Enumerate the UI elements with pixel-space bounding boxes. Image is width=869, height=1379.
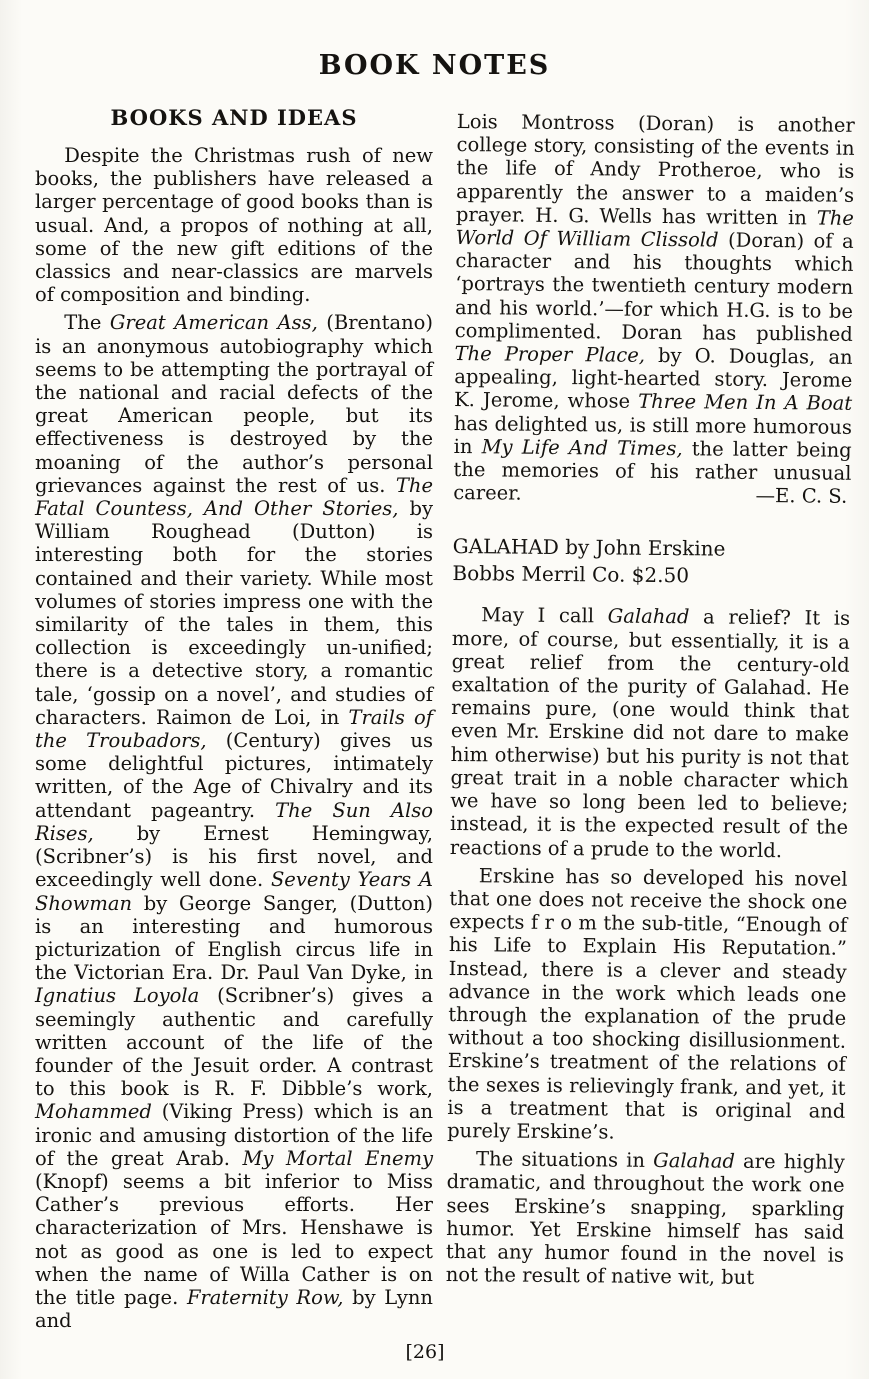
two-column-layout — [0, 103, 869, 1332]
review-heading — [452, 533, 851, 591]
review-publisher-line: Bobbs Merril Co. $2.50 — [452, 561, 690, 588]
left-column — [35, 103, 433, 1332]
books-and-ideas-continued-text — [453, 103, 855, 508]
right-column — [445, 103, 855, 1336]
page-title: BOOK NOTES — [318, 50, 551, 81]
section-heading-books-and-ideas: BOOKS AND IDEAS — [110, 105, 358, 130]
paragraph: Despite the Christmas rush of new books, the publishers have released a larger percentage of good books than is usual. And, a propos of nothing at all, some of the new gift editions of the classics and near-classics are marvels of composition and binding. — [35, 144, 433, 307]
galahad-review-text — [446, 596, 851, 1290]
page-number: [26] — [405, 1341, 445, 1363]
paragraph: Lois Montross (Doran) is another college story, consisting of the events in the life of Andy Protheroe, who is apparently the answer to a maiden’s prayer. H. G. Wells has written in The World Of William Clissold (Doran) of a character and his thoughts which ‘portrays the twentieth century modern and his world.’—for which H.G. is to be complimented. Doran has published The Proper Place, by O. Douglas, an appealing, light-hearted story. Jerome K. Jerome, whose Three Men In A Boat has delighted us, is still more humorous in My Life And Times, the latter being the memories of his rather unusual career. — [453, 109, 855, 505]
books-and-ideas-text — [35, 144, 433, 1332]
paragraph: Erskine has so developed his novel that one does not receive the shock one expects f r o m the sub-title, “Enough of his Life to Explain His Reputation.” Instead, there is a clever and steady advance in the work which leads one through the explanation of the prude without a too shocking disillusionment. Erskine’s treatment of the relations of the sexes is relievingly frank, and yet, it is a treatment that is original and purely Erskine’s. — [447, 863, 848, 1144]
paragraph: The situations in Galahad are highly dramatic, and throughout the work one sees Erskine’s snapping, sparkling humor. Yet Erskine himself has said that any humor found in the novel is not the result of native wit, but — [445, 1147, 845, 1290]
paragraph: The Great American Ass, (Brentano) is an anonymous autobiography which seems to be attempting the portrayal of the national and racial defects of the great American people, but its effectiveness is destroyed by the moaning of the author’s personal grievances against the rest of us. The Fatal Countess, And Other Stories, by William Roughead (Dutton) is interesting both for the stories contained and their variety. While most volumes of stories impress one with the similarity of the tales in them, this collection is exceedingly un-unified; there is a detective story, a romantic tale, ‘gossip on a novel’, and studies of characters. Raimon de Loi, in Trails of the Troubadors, (Century) gives us some delightful pictures, intimately written, of the Age of Chivalry and its attendant pageantry. The Sun Also Rises, by Ernest Hemingway, (Scribner’s) is his first novel, and exceedingly well done. Seventy Years A Showman by George Sanger, (Dutton) is an interesting and humorous picturization of English circus life in the Victorian Era. Dr. Paul Van Dyke, in Ignatius Loyola (Scribner’s) gives a seemingly authentic and carefully written account of the life of the founder of the Jesuit order. A contrast to this book is R. F. Dibble’s work, Mohammed (Viking Press) which is an ironic and amusing distortion of the life of the great Arab. My Mortal Enemy (Knopf) seems a bit inferior to Miss Cather’s previous efforts. Her characterization of Mrs. Henshawe is not as good as one is led to expect when the name of Willa Cather is on the title page. Fraternity Row, by Lynn and — [35, 311, 433, 1333]
review-title-line: GALAHAD by John Erskine — [452, 534, 726, 562]
paragraph: May I call Galahad a relief? It is more, of course, but essentially, it is a great relief from the century-old exaltation of the purity of Galahad. He remains pure, (one would think that even Mr. Erskine did not dare to make him otherwise) but his purity is not that great trait in a noble character which we have so long been led to believe; instead, it is the expected result of the reactions of a prude to the world. — [449, 603, 851, 862]
reviewer-initials: —E. C. S. — [755, 484, 848, 509]
